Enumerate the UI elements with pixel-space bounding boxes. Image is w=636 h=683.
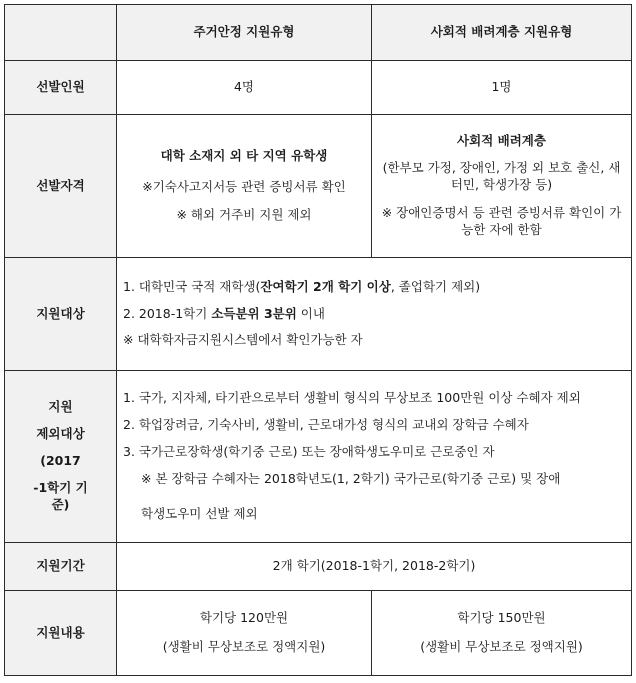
eligibility-row (5, 115, 632, 258)
social-eligibility-desc: (한부모 가정, 장애인, 가정 외 보호 출신, 새터민, 학생가장 등) (382, 159, 621, 192)
header-row (5, 5, 632, 61)
exclusion-note-line1: ※ 본 장학금 수혜자는 2018학년도(1, 2학기) 국가근로(학기중 근로) 및 장애 (141, 470, 561, 486)
social-eligibility-cell (372, 115, 632, 258)
exclusion-cell (117, 371, 632, 543)
housing-eligibility-title: 대학 소재지 외 타 지역 유학생 (160, 147, 328, 163)
selection-count-label: 선발인원 (5, 61, 117, 115)
period-value: 2개 학기(2018-1학기, 2018-2학기) (117, 543, 632, 591)
housing-eligibility-cell (117, 115, 372, 258)
content-row (5, 591, 632, 676)
header-housing-type: 주거안정 지원유형 (117, 5, 372, 61)
housing-selection-count: 4명 (117, 61, 372, 115)
period-label: 지원기간 (5, 543, 117, 591)
target-row (5, 258, 632, 371)
content-label: 지원내용 (5, 591, 117, 676)
target-cell (117, 258, 632, 371)
housing-content-amount: 학기당 120만원 (199, 610, 289, 626)
eligibility-label: 선발자격 (5, 115, 117, 258)
social-content-note: (생활비 무상보조로 정액지원) (420, 639, 583, 654)
target-note: ※ 대학학자금지원시스템에서 확인가능한 자 (123, 332, 363, 348)
target-item-1: 1. 대학민국 국적 재학생(잔여학기 2개 학기 이상, 졸업학기 제외) (123, 278, 481, 294)
target-item-2: 2. 2018-1학기 소득분위 3분위 이내 (123, 305, 325, 321)
social-eligibility-title: 사회적 배려계층 (457, 132, 546, 148)
social-content-amount: 학기당 150만원 (457, 610, 546, 626)
header-blank-cell (5, 5, 117, 61)
period-row (5, 543, 632, 591)
header-social-type: 사회적 배려계층 지원유형 (372, 5, 632, 61)
housing-content-cell (117, 591, 372, 676)
social-eligibility-note: ※ 장애인증명서 등 관련 증빙서류 확인이 가능한 자에 한함 (381, 205, 622, 238)
exclusion-label: 지원 제외대상 (2017 -1학기 기 준) (5, 371, 117, 543)
exclusion-item-2: 2. 학업장려금, 기숙사비, 생활비, 근로대가성 형식의 교내외 장학금 수혜자 (123, 417, 529, 433)
housing-eligibility-note1: ※기숙사고지서등 관련 증빙서류 확인 (142, 178, 346, 194)
social-content-cell (372, 591, 632, 676)
exclusion-note-line2: 학생도우미 선발 제외 (141, 505, 258, 521)
scholarship-table (4, 4, 632, 676)
social-selection-count: 1명 (372, 61, 632, 115)
exclusion-item-1: 1. 국가, 지자체, 타기관으로부터 생활비 형식의 무상보조 100만원 이상 수혜자 제외 (123, 390, 581, 406)
housing-eligibility-note2: ※ 해외 거주비 지원 제외 (176, 207, 312, 223)
selection-count-row (5, 61, 632, 115)
exclusion-row (5, 371, 632, 543)
target-label: 지원대상 (5, 258, 117, 371)
housing-content-note: (생활비 무상보조로 정액지원) (162, 639, 326, 654)
exclusion-item-3: 3. 국가근로장학생(학기중 근로) 또는 장애학생도우미로 근로중인 자 (123, 444, 495, 460)
